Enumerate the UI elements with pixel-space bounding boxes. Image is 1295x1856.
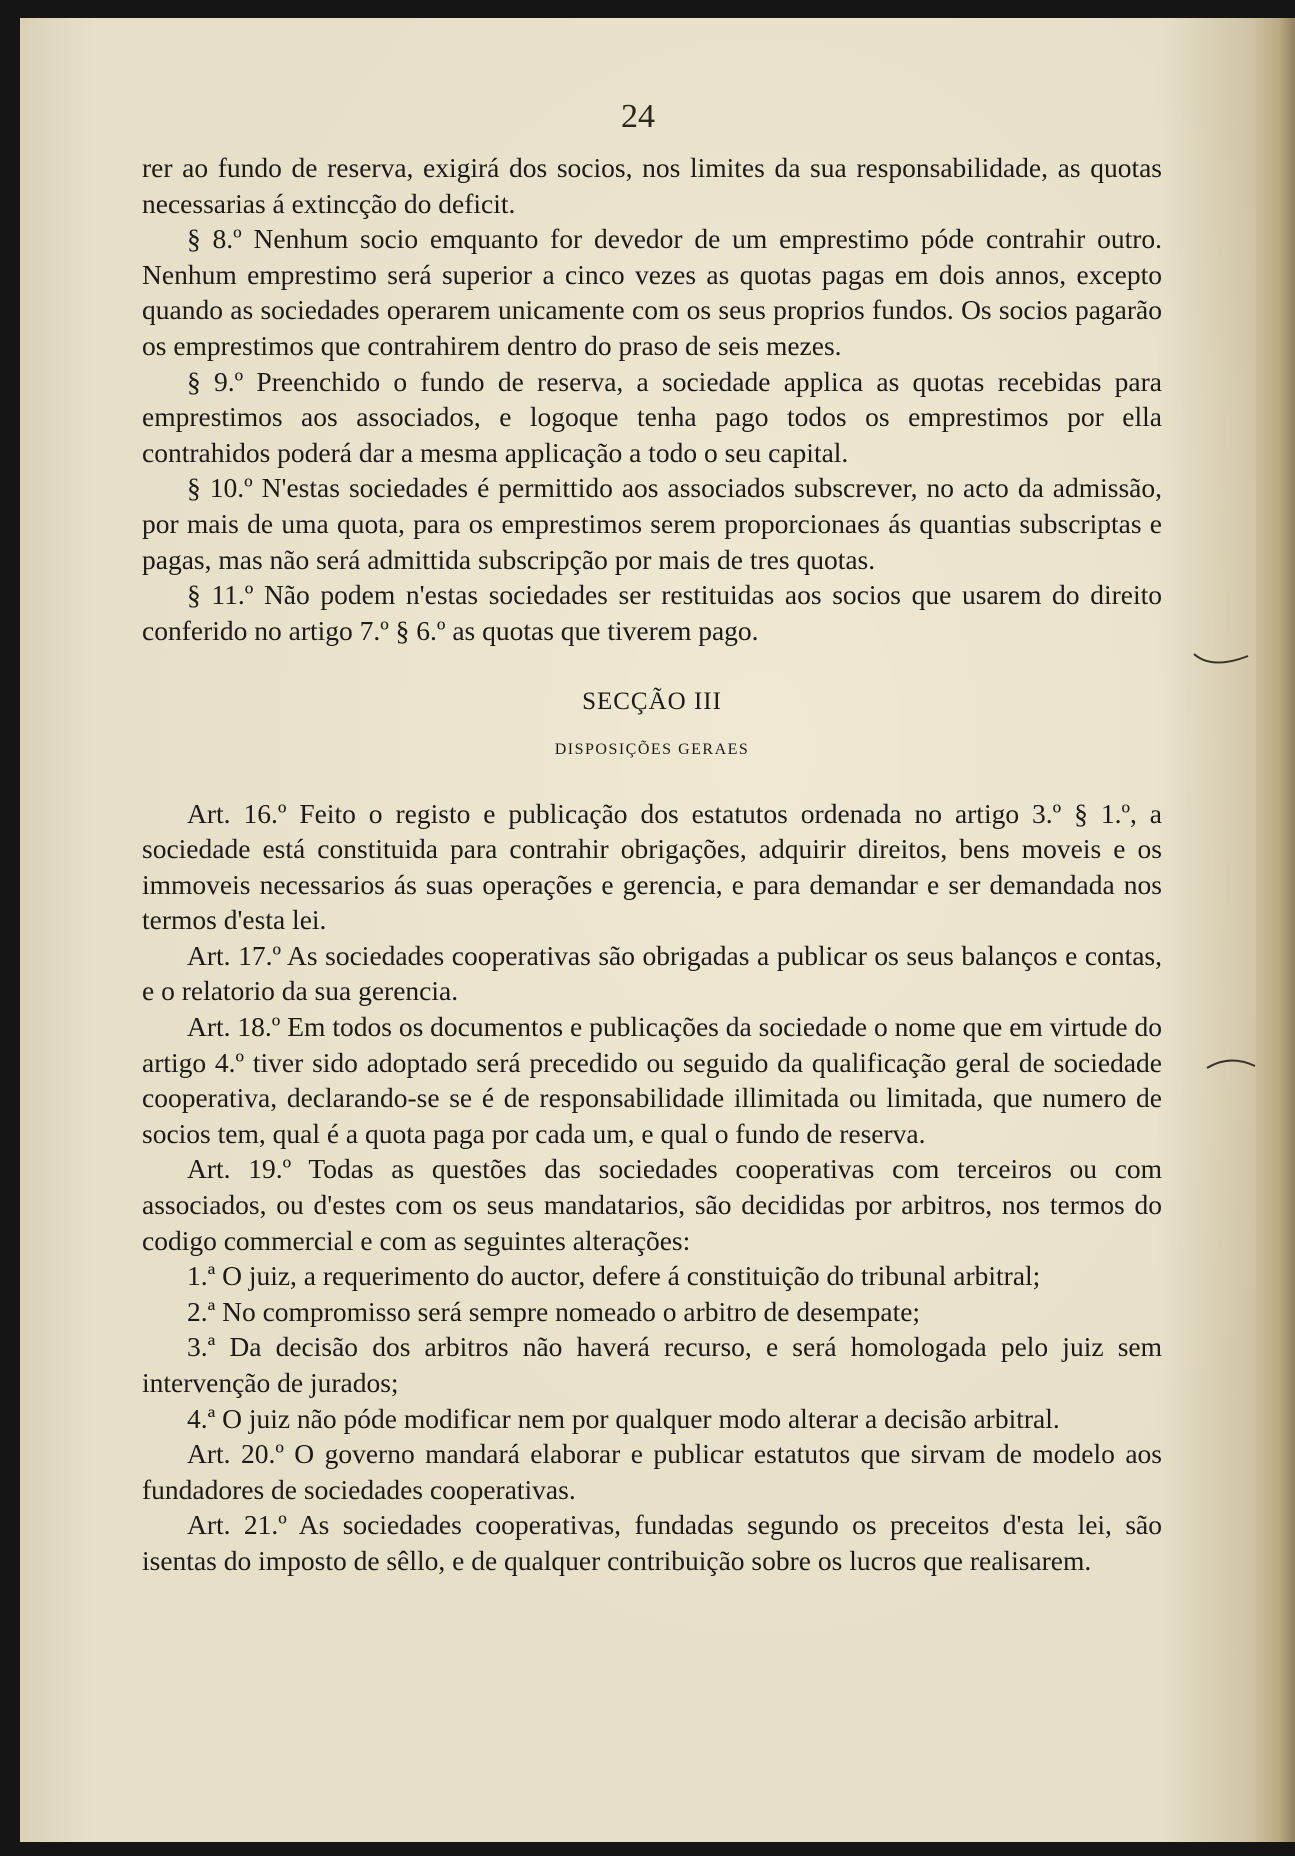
page-edge bbox=[1256, 18, 1295, 1842]
paragraph-section-8: § 8.º Nenhum socio emquanto for devedor de um emprestimo póde contrahir outro. Nenhum emprestimo será superior a cinco vezes as quotas pagas em dois annos, excepto quando as sociedades operarem unicamente com os seus proprios fundos. Os socios pagarão os emprestimos que contrahirem dentro do praso de seis mezes. bbox=[142, 223, 1162, 361]
article-16: Art. 16.º Feito o registo e publicação dos estatutos ordenada no artigo 3.º § 1.º, a sociedade está constituida para contrahir obrigações, adquirir direitos, bens moveis e os immoveis necessarios ás suas operações e gerencia, e para demandar e ser demandada nos termos d'esta lei. bbox=[142, 797, 1162, 936]
article-19-item-4: 4.ª O juiz não póde modificar nem por qualquer modo alterar a decisão arbitral. bbox=[187, 1402, 1060, 1434]
article-19: Art. 19.º Todas as questões das sociedades cooperativas com terceiros ou com associados, ou d'estes com os seus mandatarios, são decididas por arbitros, nos termos do codigo commercial e com as seguintes alterações: bbox=[142, 1153, 1162, 1256]
article-19-item-1: 1.ª O juiz, a requerimento do auctor, defere á constituição do tribunal arbitral; bbox=[187, 1260, 1041, 1292]
paragraph-continuation: rer ao fundo de reserva, exigirá dos socios, nos limites da sua responsabilidade, as quotas necessarias á extincção do deficit. bbox=[142, 152, 1162, 219]
body-text bbox=[142, 150, 1162, 1579]
article-19-item-2: 2.ª No compromisso será sempre nomeado o arbitro de desempate; bbox=[187, 1295, 921, 1327]
article-20: Art. 20.º O governo mandará elaborar e publicar estatutos que sirvam de modelo aos fundadores de sociedades cooperativas. bbox=[142, 1438, 1162, 1505]
thread-mark-icon bbox=[1205, 1054, 1256, 1074]
paragraph-section-9: § 9.º Preenchido o fundo de reserva, a sociedade applica as quotas recebidas para emprestimos aos associados, e logoque tenha pago todos os emprestimos por ella contrahidos poderá dar a mesma applicação a todo o seu capital. bbox=[142, 365, 1162, 468]
thread-mark-icon bbox=[1192, 648, 1252, 668]
section-title: SECÇÃO III bbox=[582, 688, 722, 716]
article-17: Art. 17.º As sociedades cooperativas são obrigadas a publicar os seus balanços e contas, e o relatorio da sua gerencia. bbox=[142, 939, 1162, 1007]
paragraph-section-11: § 11.º Não podem n'estas sociedades ser restituidas aos socios que usarem do direito conferido no artigo 7.º § 6.º as quotas que tiverem pago. bbox=[142, 579, 1162, 646]
article-18: Art. 18.º Em todos os documentos e publicações da sociedade o nome que em virtude do artigo 4.º tiver sido adoptado será precedido ou seguido da qualificação geral de sociedade cooperativa, declarando-se se é de responsabilidade illimitada ou limitada, que numero de socios tem, qual é a quota paga por cada um, e qual o fundo de reserva. bbox=[142, 1011, 1162, 1149]
article-21: Art. 21.º As sociedades cooperativas, fundadas segundo os preceitos d'esta lei, são isentas do imposto de sêllo, e de qualquer contribuição sobre os lucros que realisarem. bbox=[142, 1509, 1162, 1576]
paragraph-section-10: § 10.º N'estas sociedades é permittido aos associados subscrever, no acto da admissão, por mais de uma quota, para os emprestimos serem proporcionaes ás quantias subscriptas e pagas, mas não será admittida subscripção por mais de tres quotas. bbox=[142, 472, 1162, 575]
page-number: 24 bbox=[621, 98, 655, 135]
article-19-item-3: 3.ª Da decisão dos arbitros não haverá recurso, e será homologada pelo juiz sem intervenção de jurados; bbox=[142, 1331, 1162, 1398]
section-subtitle: DISPOSIÇÕES GERAES bbox=[554, 740, 750, 758]
document-page bbox=[20, 18, 1256, 1842]
